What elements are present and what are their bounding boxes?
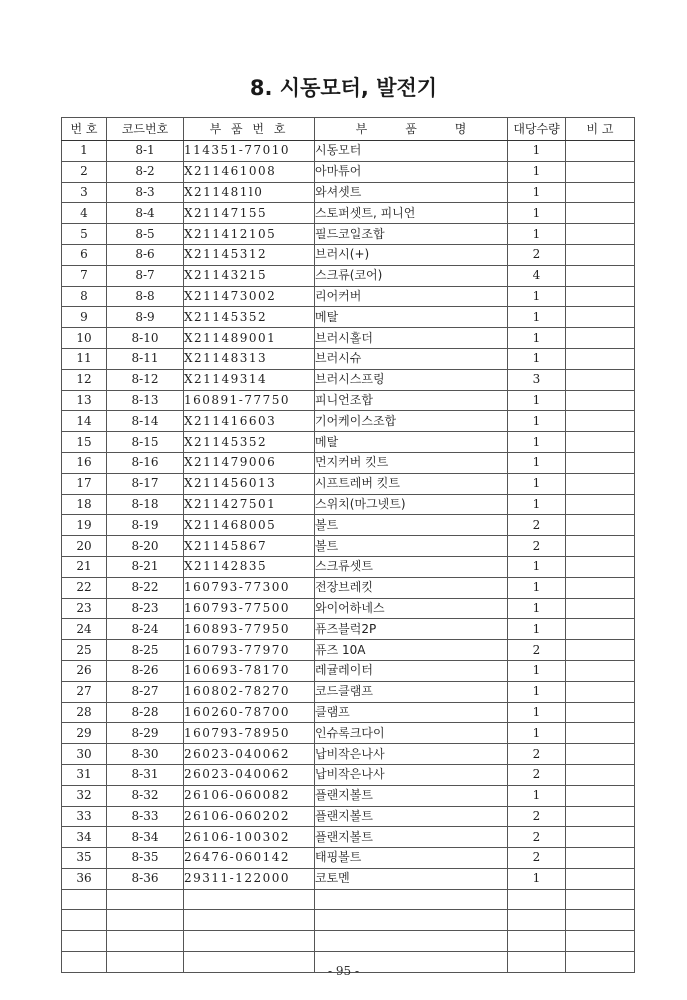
cell-part-number <box>184 889 315 910</box>
cell-code: 8-30 <box>107 744 184 765</box>
table-row <box>62 806 635 827</box>
cell-part-number: X21149314 <box>184 369 315 390</box>
cell-qty: 1 <box>508 432 566 453</box>
table-row <box>62 265 635 286</box>
cell-part-name: 스크류(코어) <box>315 265 508 286</box>
cell-part-name: 퓨즈 10A <box>315 640 508 661</box>
cell-qty: 1 <box>508 619 566 640</box>
cell-code: 8-12 <box>107 369 184 390</box>
cell-no: 14 <box>62 411 107 432</box>
table-row <box>62 848 635 869</box>
cell-no: 4 <box>62 203 107 224</box>
cell-part-number <box>184 931 315 952</box>
cell-qty: 1 <box>508 307 566 328</box>
table-row <box>62 224 635 245</box>
cell-code: 8-3 <box>107 182 184 203</box>
cell-part-name: 플랜지볼트 <box>315 806 508 827</box>
cell-note <box>566 390 635 411</box>
cell-code: 8-21 <box>107 556 184 577</box>
table-row <box>62 744 635 765</box>
cell-part-name: 납비작은나사 <box>315 764 508 785</box>
cell-note <box>566 556 635 577</box>
cell-qty: 1 <box>508 348 566 369</box>
cell-code: 8-6 <box>107 244 184 265</box>
cell-no: 22 <box>62 577 107 598</box>
cell-no: 31 <box>62 764 107 785</box>
cell-code: 8-32 <box>107 785 184 806</box>
cell-no: 15 <box>62 432 107 453</box>
cell-part-number: X21142835 <box>184 556 315 577</box>
cell-part-name: 아마튜어 <box>315 161 508 182</box>
table-row <box>62 141 635 162</box>
cell-code: 8-15 <box>107 432 184 453</box>
cell-part-name: 브러시(+) <box>315 244 508 265</box>
table-row <box>62 764 635 785</box>
cell-no: 17 <box>62 473 107 494</box>
cell-qty: 1 <box>508 556 566 577</box>
table-row <box>62 452 635 473</box>
page-number: - 95 - <box>327 964 359 978</box>
cell-note <box>566 328 635 349</box>
cell-part-number: X211473002 <box>184 286 315 307</box>
cell-part-number: 26476-060142 <box>184 848 315 869</box>
cell-no: 2 <box>62 161 107 182</box>
cell-code: 8-4 <box>107 203 184 224</box>
cell-note <box>566 827 635 848</box>
table-row <box>62 640 635 661</box>
cell-part-number: 160793-77300 <box>184 577 315 598</box>
cell-part-number: 160891-77750 <box>184 390 315 411</box>
cell-note <box>566 910 635 931</box>
table-row <box>62 619 635 640</box>
cell-no: 33 <box>62 806 107 827</box>
cell-part-name: 볼트 <box>315 536 508 557</box>
cell-note <box>566 889 635 910</box>
cell-part-number: 160793-77500 <box>184 598 315 619</box>
table-row <box>62 868 635 889</box>
cell-part-name: 메탈 <box>315 307 508 328</box>
cell-note <box>566 265 635 286</box>
cell-part-name: 레귤레이터 <box>315 660 508 681</box>
cell-no <box>62 931 107 952</box>
cell-note <box>566 577 635 598</box>
cell-part-name: 시동모터 <box>315 141 508 162</box>
cell-qty: 1 <box>508 328 566 349</box>
table-row <box>62 286 635 307</box>
cell-qty: 2 <box>508 536 566 557</box>
cell-qty: 1 <box>508 452 566 473</box>
header-part-name: 부품명 <box>315 118 508 141</box>
cell-qty: 1 <box>508 203 566 224</box>
cell-code <box>107 910 184 931</box>
cell-part-name: 태핑볼트 <box>315 848 508 869</box>
cell-code: 8-23 <box>107 598 184 619</box>
cell-part-number: X21147155 <box>184 203 315 224</box>
cell-no: 20 <box>62 536 107 557</box>
cell-part-name: 리어커버 <box>315 286 508 307</box>
table-row <box>62 161 635 182</box>
cell-no: 7 <box>62 265 107 286</box>
table-row <box>62 411 635 432</box>
cell-part-name: 스토퍼셋트, 피니언 <box>315 203 508 224</box>
cell-part-number: X211479006 <box>184 452 315 473</box>
cell-part-name: 브러시슈 <box>315 348 508 369</box>
cell-qty <box>508 931 566 952</box>
cell-qty: 1 <box>508 224 566 245</box>
cell-note <box>566 494 635 515</box>
cell-qty: 1 <box>508 411 566 432</box>
cell-code: 8-13 <box>107 390 184 411</box>
cell-code: 8-17 <box>107 473 184 494</box>
cell-no <box>62 910 107 931</box>
cell-code: 8-36 <box>107 868 184 889</box>
cell-qty: 1 <box>508 681 566 702</box>
table-row <box>62 203 635 224</box>
cell-part-name: 스위치(마그넷트) <box>315 494 508 515</box>
cell-note <box>566 723 635 744</box>
cell-note <box>566 369 635 390</box>
cell-part-name <box>315 910 508 931</box>
cell-no: 1 <box>62 141 107 162</box>
cell-part-number: 160260-78700 <box>184 702 315 723</box>
table-row <box>62 307 635 328</box>
table-row <box>62 473 635 494</box>
cell-code: 8-14 <box>107 411 184 432</box>
cell-no: 3 <box>62 182 107 203</box>
cell-no: 28 <box>62 702 107 723</box>
cell-qty: 1 <box>508 723 566 744</box>
table-row <box>62 556 635 577</box>
cell-part-number: X211427501 <box>184 494 315 515</box>
cell-note <box>566 702 635 723</box>
cell-part-name: 피니언조합 <box>315 390 508 411</box>
cell-no: 12 <box>62 369 107 390</box>
cell-note <box>566 681 635 702</box>
cell-code: 8-11 <box>107 348 184 369</box>
table-row <box>62 432 635 453</box>
cell-no <box>62 889 107 910</box>
cell-qty: 1 <box>508 473 566 494</box>
cell-part-number: 26106-060082 <box>184 785 315 806</box>
cell-part-name: 스크류셋트 <box>315 556 508 577</box>
cell-code: 8-25 <box>107 640 184 661</box>
cell-note <box>566 182 635 203</box>
cell-part-number: 160793-78950 <box>184 723 315 744</box>
cell-code: 8-35 <box>107 848 184 869</box>
empty-row <box>62 910 635 931</box>
header-part-number: 부 품 번 호 <box>184 118 315 141</box>
cell-code: 8-16 <box>107 452 184 473</box>
cell-part-number: X21145352 <box>184 432 315 453</box>
table-row <box>62 598 635 619</box>
cell-qty: 1 <box>508 577 566 598</box>
cell-code <box>107 931 184 952</box>
cell-code: 8-29 <box>107 723 184 744</box>
table-row <box>62 515 635 536</box>
cell-no: 6 <box>62 244 107 265</box>
cell-part-number: 160793-77970 <box>184 640 315 661</box>
table-header-row <box>62 118 635 141</box>
cell-part-name <box>315 889 508 910</box>
cell-code: 8-20 <box>107 536 184 557</box>
cell-code: 8-19 <box>107 515 184 536</box>
cell-part-number: X211456013 <box>184 473 315 494</box>
cell-part-number: 160802-78270 <box>184 681 315 702</box>
cell-note <box>566 598 635 619</box>
cell-qty: 1 <box>508 785 566 806</box>
cell-code: 8-5 <box>107 224 184 245</box>
cell-no: 24 <box>62 619 107 640</box>
cell-part-number: X211468005 <box>184 515 315 536</box>
cell-part-name: 와셔셋트 <box>315 182 508 203</box>
cell-part-number: X211412105 <box>184 224 315 245</box>
cell-part-name: 전장브레킷 <box>315 577 508 598</box>
cell-qty: 2 <box>508 744 566 765</box>
cell-part-number: 26023-040062 <box>184 744 315 765</box>
cell-note <box>566 452 635 473</box>
cell-qty: 2 <box>508 848 566 869</box>
cell-note <box>566 161 635 182</box>
cell-part-number: 26106-060202 <box>184 806 315 827</box>
table-row <box>62 390 635 411</box>
table-row <box>62 244 635 265</box>
cell-part-number: X21145352 <box>184 307 315 328</box>
cell-no: 16 <box>62 452 107 473</box>
table-row <box>62 785 635 806</box>
cell-qty <box>508 910 566 931</box>
cell-no: 35 <box>62 848 107 869</box>
cell-no: 23 <box>62 598 107 619</box>
table-row <box>62 494 635 515</box>
cell-part-name: 인슈록크다이 <box>315 723 508 744</box>
table-row <box>62 536 635 557</box>
cell-no: 21 <box>62 556 107 577</box>
cell-part-name: 브러시홀더 <box>315 328 508 349</box>
cell-qty: 1 <box>508 182 566 203</box>
cell-note <box>566 515 635 536</box>
cell-qty: 1 <box>508 660 566 681</box>
cell-qty: 2 <box>508 515 566 536</box>
cell-part-number: X21145867 <box>184 536 315 557</box>
cell-qty: 1 <box>508 286 566 307</box>
table-row <box>62 182 635 203</box>
cell-part-name: 클램프 <box>315 702 508 723</box>
cell-code: 8-28 <box>107 702 184 723</box>
cell-part-name: 플랜지볼트 <box>315 827 508 848</box>
cell-note <box>566 744 635 765</box>
cell-part-number: 160693-78170 <box>184 660 315 681</box>
cell-note <box>566 848 635 869</box>
cell-code: 8-1 <box>107 141 184 162</box>
table-row <box>62 577 635 598</box>
cell-note <box>566 806 635 827</box>
table-row <box>62 369 635 390</box>
cell-code: 8-26 <box>107 660 184 681</box>
cell-no: 19 <box>62 515 107 536</box>
cell-part-name: 기어케이스조합 <box>315 411 508 432</box>
header-code: 코드번호 <box>107 118 184 141</box>
cell-no: 34 <box>62 827 107 848</box>
cell-no: 32 <box>62 785 107 806</box>
cell-part-number: X211489001 <box>184 328 315 349</box>
header-note: 비 고 <box>566 118 635 141</box>
cell-note <box>566 286 635 307</box>
cell-note <box>566 473 635 494</box>
table-row <box>62 723 635 744</box>
cell-no: 11 <box>62 348 107 369</box>
cell-part-name: 볼트 <box>315 515 508 536</box>
cell-no: 10 <box>62 328 107 349</box>
cell-note <box>566 348 635 369</box>
cell-part-number: X211481l0 <box>184 182 315 203</box>
cell-note <box>566 660 635 681</box>
cell-note <box>566 244 635 265</box>
cell-part-number: 114351-77010 <box>184 141 315 162</box>
cell-part-number: 26106-100302 <box>184 827 315 848</box>
cell-code <box>107 889 184 910</box>
table-row <box>62 348 635 369</box>
cell-part-number: 26023-040062 <box>184 764 315 785</box>
cell-no: 30 <box>62 744 107 765</box>
cell-no: 13 <box>62 390 107 411</box>
cell-qty: 2 <box>508 244 566 265</box>
cell-part-name: 와이어하네스 <box>315 598 508 619</box>
cell-qty: 4 <box>508 265 566 286</box>
cell-no: 18 <box>62 494 107 515</box>
cell-note <box>566 141 635 162</box>
empty-row <box>62 931 635 952</box>
cell-part-number <box>184 910 315 931</box>
cell-code: 8-2 <box>107 161 184 182</box>
table-row <box>62 681 635 702</box>
cell-no: 26 <box>62 660 107 681</box>
cell-code: 8-18 <box>107 494 184 515</box>
cell-code: 8-8 <box>107 286 184 307</box>
cell-code: 8-33 <box>107 806 184 827</box>
cell-part-number: 160893-77950 <box>184 619 315 640</box>
cell-part-name: 퓨즈블럭2P <box>315 619 508 640</box>
cell-code: 8-34 <box>107 827 184 848</box>
cell-note <box>566 619 635 640</box>
cell-note <box>566 640 635 661</box>
cell-note <box>566 203 635 224</box>
table-row <box>62 660 635 681</box>
header-no: 번 호 <box>62 118 107 141</box>
cell-part-name <box>315 931 508 952</box>
cell-part-name: 시프트레버 킷트 <box>315 473 508 494</box>
cell-part-number: X211461008 <box>184 161 315 182</box>
cell-part-name: 먼지커버 킷트 <box>315 452 508 473</box>
cell-part-name: 플랜지볼트 <box>315 785 508 806</box>
cell-qty: 2 <box>508 806 566 827</box>
table-row <box>62 702 635 723</box>
cell-qty: 1 <box>508 868 566 889</box>
cell-note <box>566 224 635 245</box>
cell-part-number: 29311-122000 <box>184 868 315 889</box>
cell-qty: 1 <box>508 494 566 515</box>
cell-note <box>566 411 635 432</box>
cell-part-name: 코드클램프 <box>315 681 508 702</box>
table-row <box>62 827 635 848</box>
cell-part-number: X21143215 <box>184 265 315 286</box>
table-row <box>62 328 635 349</box>
cell-code: 8-27 <box>107 681 184 702</box>
cell-no: 8 <box>62 286 107 307</box>
cell-qty: 1 <box>508 598 566 619</box>
cell-part-number: X21145312 <box>184 244 315 265</box>
page-title: 8. 시동모터, 발전기 <box>249 76 438 100</box>
cell-no: 5 <box>62 224 107 245</box>
cell-part-name: 메탈 <box>315 432 508 453</box>
cell-note <box>566 764 635 785</box>
cell-code: 8-24 <box>107 619 184 640</box>
cell-note <box>566 307 635 328</box>
cell-code: 8-9 <box>107 307 184 328</box>
cell-code: 8-7 <box>107 265 184 286</box>
cell-part-number: X21148313 <box>184 348 315 369</box>
cell-qty: 2 <box>508 640 566 661</box>
empty-row <box>62 889 635 910</box>
cell-qty: 1 <box>508 390 566 411</box>
cell-part-name: 납비작은나사 <box>315 744 508 765</box>
cell-note <box>566 785 635 806</box>
cell-no: 29 <box>62 723 107 744</box>
cell-note <box>566 931 635 952</box>
cell-part-number: X211416603 <box>184 411 315 432</box>
cell-no: 9 <box>62 307 107 328</box>
parts-table-body <box>62 141 635 973</box>
cell-qty: 2 <box>508 764 566 785</box>
header-qty: 대당수량 <box>508 118 566 141</box>
cell-qty <box>508 889 566 910</box>
cell-note <box>566 432 635 453</box>
cell-note <box>566 868 635 889</box>
cell-qty: 1 <box>508 161 566 182</box>
cell-no: 25 <box>62 640 107 661</box>
cell-part-name: 브러시스프링 <box>315 369 508 390</box>
cell-qty: 1 <box>508 141 566 162</box>
cell-qty: 3 <box>508 369 566 390</box>
cell-part-name: 필드코일조합 <box>315 224 508 245</box>
cell-code: 8-10 <box>107 328 184 349</box>
cell-part-name: 코토멘 <box>315 868 508 889</box>
cell-code: 8-22 <box>107 577 184 598</box>
parts-table <box>61 117 635 973</box>
cell-code: 8-31 <box>107 764 184 785</box>
cell-qty: 2 <box>508 827 566 848</box>
cell-note <box>566 536 635 557</box>
cell-qty: 1 <box>508 702 566 723</box>
cell-no: 36 <box>62 868 107 889</box>
cell-no: 27 <box>62 681 107 702</box>
